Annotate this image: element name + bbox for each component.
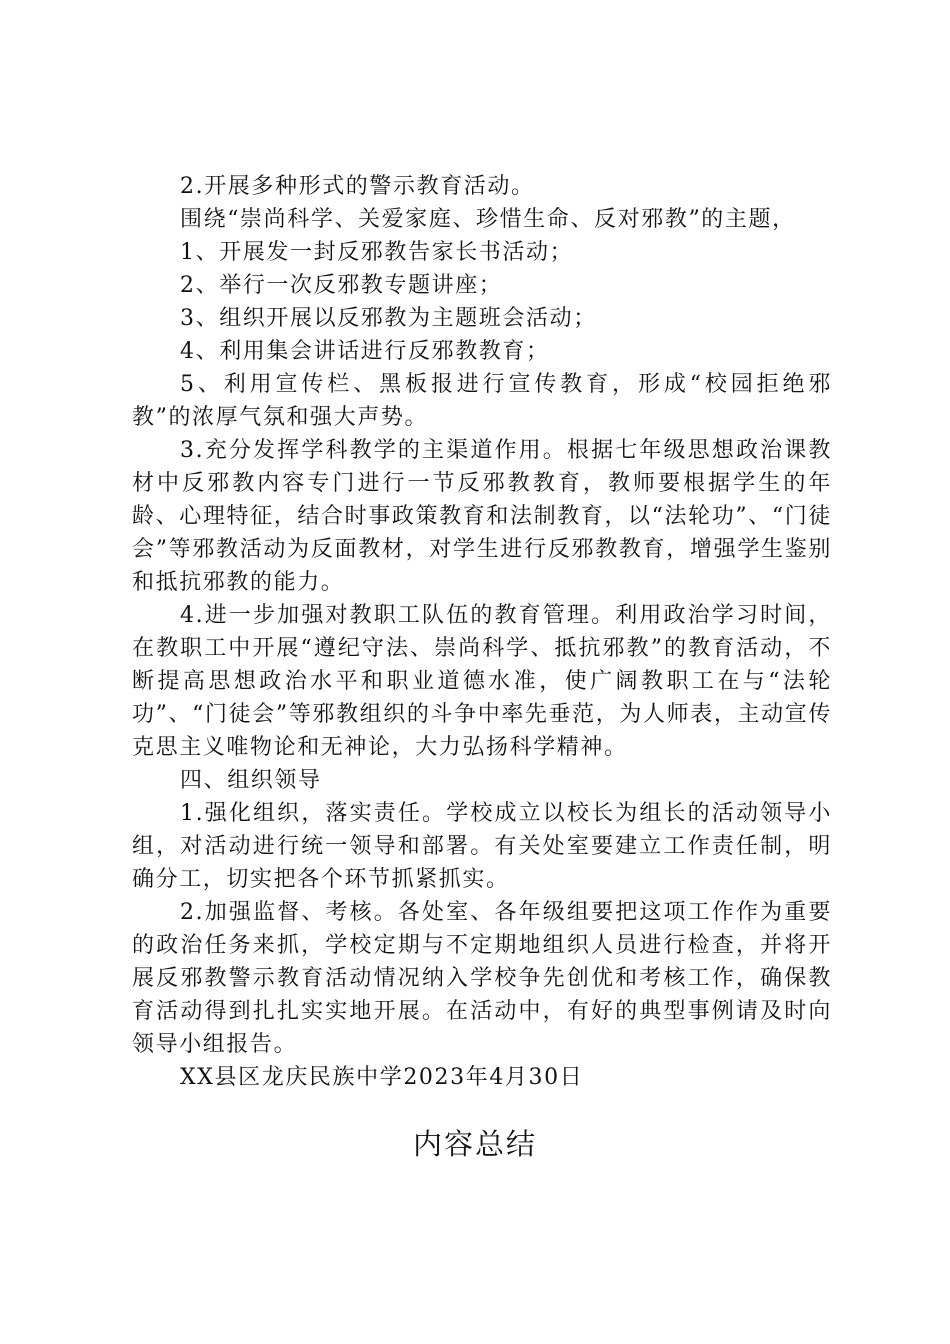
paragraph-item-4: 4、利用集会讲话进行反邪教教育； — [180, 339, 550, 364]
paragraph-item-1: 1、开展发一封反邪教告家长书活动； — [180, 240, 574, 265]
paragraph-theme: 围绕“崇尚科学、关爱家庭、珍惜生命、反对邪教”的主题， — [180, 207, 796, 232]
paragraph-supervision: 2.加强监督、考核。各处室、各年级组要把这项工作作为重要的政治任务来抓，学校定期与不定期地组织人员进行检查，并将开展反邪教警示教育活动情况纳入学校争先创优和考核工作，确保教育活动得到扎扎实实地开展。在活动中，有好的典型事例请及时向领导小组报告。 — [132, 900, 832, 1057]
paragraph-staff-education: 4.进一步加强对教职工队伍的教育管理。利用政治学习时间，在教职工中开展“遵纪守法、崇尚科学、抵抗邪教”的教育活动，不断提高思想政治水平和职业道德水准，使广阔教职工在与“法轮功”、“门徒会”等邪教组织的斗争中率先垂范，为人师表，主动宣传克思主义唯物论和无神论，大力弘扬科学精神。 — [132, 603, 832, 760]
paragraph-item-3: 3、组织开展以反邪教为主题班会活动； — [180, 306, 597, 331]
paragraph-subject-teaching: 3.充分发挥学科教学的主渠道作用。根据七年级思想政治课教材中反邪教内容专门进行一节反邪教教育，教师要根据学生的年龄、心理特征，结合时事政策教育和法制教育，以“法轮功”、“门徒会”等邪教活动为反面教材，对学生进行反邪教教育，增强学生鉴别和抵抗邪教的能力。 — [132, 438, 832, 595]
signature-date-line: XX县区龙庆民族中学2023年4月30日 — [180, 1065, 584, 1090]
paragraph-organization: 1.强化组织，落实责任。学校成立以校长为组长的活动领导小组，对活动进行统一领导和部署。有关处室要建立工作责任制，明确分工，切实把各个环节抓紧抓实。 — [132, 801, 832, 892]
paragraph-activity-heading: 2.开展多种形式的警示教育活动。 — [180, 174, 535, 199]
paragraph-item-2: 2、举行一次反邪教专题讲座； — [180, 273, 503, 298]
paragraph-item-5: 5、利用宣传栏、黑板报进行宣传教育，形成“校园拒绝邪教”的浓厚气氛和强大声势。 — [132, 372, 832, 430]
document-body — [132, 170, 832, 1094]
section-heading-organization: 四、组织领导 — [180, 768, 322, 793]
summary-title: 内容总结 — [412, 1127, 537, 1161]
